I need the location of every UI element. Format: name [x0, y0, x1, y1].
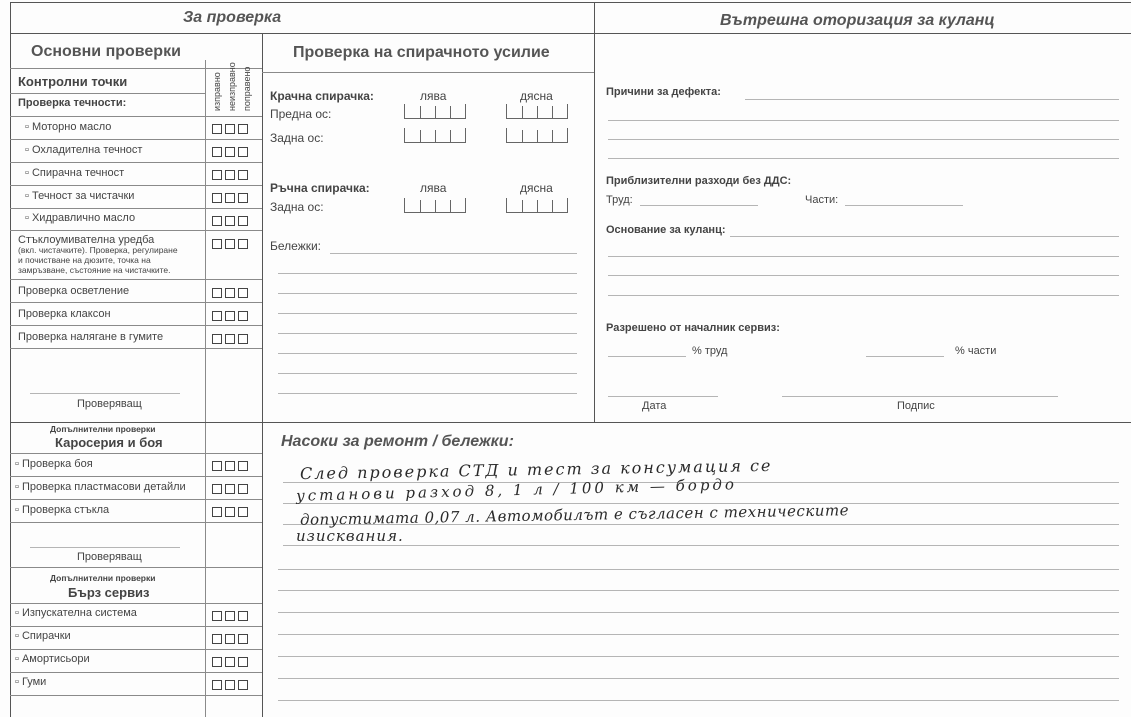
check-item: ▫ Проверка стъкла — [15, 504, 110, 516]
control-points-label: Контролни точки — [18, 74, 128, 89]
notes-line[interactable] — [278, 393, 577, 394]
check-item: ▫ Течност за чистачки — [25, 190, 135, 202]
check-item: Проверка осветление — [18, 285, 130, 297]
basis-label: Основание за куланц: — [606, 224, 726, 236]
repair-line[interactable] — [278, 590, 1119, 591]
labor-label: Труд: — [606, 194, 633, 206]
defect-reasons-label: Причини за дефекта: — [606, 86, 721, 98]
wiper-desc-2: и почистване на дюзите, точка на — [18, 255, 151, 265]
repair-line[interactable] — [278, 656, 1119, 657]
col-header-repaired: поправено — [242, 66, 252, 111]
header-bottom-border — [10, 33, 1131, 34]
notes-line[interactable] — [278, 313, 577, 314]
inspector-label: Проверяващ — [77, 551, 142, 563]
left-header-title: За проверка — [183, 9, 282, 26]
check-item: Проверка налягане в гумите — [18, 331, 164, 343]
repair-notes-title: Насоки за ремонт / бележки: — [281, 433, 514, 450]
fluids-header: Проверка течности: — [18, 97, 127, 109]
checkbox-group[interactable] — [212, 147, 248, 157]
repair-line[interactable] — [278, 678, 1119, 679]
front-left-digits[interactable] — [404, 104, 466, 119]
row-line — [10, 603, 262, 604]
row-line — [10, 208, 262, 209]
row-line — [10, 302, 262, 303]
checkbox-group[interactable] — [212, 484, 248, 494]
pct-labor-label: % труд — [692, 345, 728, 357]
right-header-title: Вътрешна оторизация за куланц — [720, 12, 995, 29]
labor-cost-line[interactable] — [640, 205, 758, 206]
row-line — [10, 695, 262, 696]
checkbox-group[interactable] — [212, 680, 248, 690]
left-column-divider — [262, 33, 263, 717]
checkbox-group[interactable] — [212, 193, 248, 203]
quick-service-subtitle: Допълнителни проверки — [50, 573, 156, 583]
row-line — [10, 279, 262, 280]
notes-line[interactable] — [330, 253, 577, 254]
repair-line[interactable] — [278, 569, 1119, 570]
row-line — [10, 672, 262, 673]
row-line — [10, 162, 262, 163]
pct-parts-line[interactable] — [866, 356, 944, 357]
row-line — [10, 348, 262, 349]
hand-right-digits[interactable] — [506, 198, 568, 213]
notes-line[interactable] — [278, 333, 577, 334]
rear-right-digits[interactable] — [506, 128, 568, 143]
signature-label: Подпис — [897, 400, 935, 412]
defect-line[interactable] — [608, 120, 1119, 121]
notes-line[interactable] — [278, 373, 577, 374]
basis-line[interactable] — [608, 275, 1119, 276]
checkbox-column-divider — [205, 60, 206, 717]
brake-title-bottom — [262, 72, 594, 73]
notes-line[interactable] — [278, 273, 577, 274]
row-line — [10, 185, 262, 186]
check-item: ▫ Охладителна течност — [25, 144, 143, 156]
handwritten-line-1: След проверка СТД и тест за консумация се — [299, 455, 773, 484]
check-item: Проверка клаксон — [18, 308, 111, 320]
defect-line[interactable] — [745, 99, 1119, 100]
row-line — [10, 567, 262, 568]
left-border — [10, 2, 11, 717]
hand-left-label: лява — [420, 181, 447, 195]
row-line — [10, 649, 262, 650]
date-line[interactable] — [608, 396, 718, 397]
hand-right-label: дясна — [520, 181, 553, 195]
wiper-desc-1: (вкл. чистачките). Проверка, регулиране — [18, 245, 178, 255]
hand-left-digits[interactable] — [404, 198, 466, 213]
basic-checks-title: Основни проверки — [31, 43, 181, 60]
row-line — [10, 325, 262, 326]
col-header-ok: изправно — [212, 72, 222, 111]
basis-line[interactable] — [608, 295, 1119, 296]
checkbox-group[interactable] — [212, 334, 248, 344]
check-item: ▫ Хидравлично масло — [25, 212, 136, 224]
hand-brake-label: Ръчна спирачка: — [270, 181, 370, 195]
front-right-digits[interactable] — [506, 104, 568, 119]
body-paint-subtitle: Допълнителни проверки — [50, 424, 156, 434]
wiper-title: Стъклоумивателна уредба — [18, 234, 155, 246]
foot-right-label: дясна — [520, 89, 553, 103]
check-item: ▫ Проверка боя — [15, 458, 93, 470]
pct-parts-label: % части — [955, 345, 997, 357]
inspector-label: Проверяващ — [77, 398, 142, 410]
check-item: ▫ Моторно масло — [25, 121, 112, 133]
checkbox-group[interactable] — [212, 657, 248, 667]
checkbox-group[interactable] — [212, 124, 248, 134]
signature-line — [30, 547, 180, 548]
repair-line[interactable] — [278, 612, 1119, 613]
check-item: ▫ Спирачна течност — [25, 167, 125, 179]
pct-labor-line[interactable] — [608, 356, 686, 357]
row-line — [10, 230, 262, 231]
check-item: ▫ Проверка пластмасови детайли — [15, 481, 186, 493]
foot-brake-label: Крачна спирачка: — [270, 89, 374, 103]
foot-left-label: лява — [420, 89, 447, 103]
rear-axle-label: Задна ос: — [270, 131, 324, 145]
row-line — [10, 139, 262, 140]
check-item: ▫ Амортисьори — [15, 653, 90, 665]
rear-left-digits[interactable] — [404, 128, 466, 143]
notes-line[interactable] — [278, 293, 577, 294]
notes-label: Бележки: — [270, 239, 322, 253]
checkbox-group[interactable] — [212, 239, 248, 249]
checkbox-group[interactable] — [212, 216, 248, 226]
repair-line[interactable] — [278, 634, 1119, 635]
parts-cost-line[interactable] — [845, 205, 963, 206]
row-line — [10, 476, 262, 477]
control-points-bottom — [10, 93, 205, 94]
handwritten-line-3: допустимата 0,07 л. Автомобилът е съгласен с техническите — [299, 501, 850, 529]
checkbox-group[interactable] — [212, 461, 248, 471]
basic-title-bottom — [10, 68, 262, 69]
check-item: ▫ Гуми — [15, 676, 47, 688]
quick-service-title: Бърз сервиз — [68, 585, 150, 600]
check-item: ▫ Спирачки — [15, 630, 71, 642]
hand-rear-axle-label: Задна ос: — [270, 200, 324, 214]
check-item: ▫ Изпускателна система — [15, 607, 137, 619]
row-line — [10, 116, 262, 117]
row-line — [10, 499, 262, 500]
wiper-desc-3: замръзване, състояние на чистачките. — [18, 265, 171, 275]
repair-line[interactable] — [283, 545, 1119, 546]
notes-line[interactable] — [278, 353, 577, 354]
signature-line[interactable] — [782, 396, 1058, 397]
row-line — [10, 453, 262, 454]
defect-line[interactable] — [608, 158, 1119, 159]
checkbox-group[interactable] — [212, 507, 248, 517]
repair-line[interactable] — [278, 700, 1119, 701]
center-divider — [594, 2, 595, 422]
parts-label: Части: — [805, 194, 839, 206]
checkbox-group[interactable] — [212, 170, 248, 180]
row-line — [10, 522, 262, 523]
basis-line[interactable] — [608, 256, 1119, 257]
handwritten-line-2: установи разход 8, 1 л / 100 км — бордо — [295, 475, 738, 505]
body-paint-title: Каросерия и боя — [55, 435, 163, 450]
top-border — [10, 2, 1131, 3]
brake-check-title: Проверка на спирачното усилие — [293, 44, 550, 61]
checkbox-group[interactable] — [212, 311, 248, 321]
basis-line[interactable] — [730, 236, 1119, 237]
approved-by-label: Разрешено от началник сервиз: — [606, 322, 780, 334]
section-divider — [10, 422, 1131, 423]
col-header-faulty: неизправно — [227, 62, 237, 111]
front-axle-label: Предна ос: — [270, 107, 332, 121]
checkbox-group[interactable] — [212, 288, 248, 298]
checkbox-group[interactable] — [212, 634, 248, 644]
defect-line[interactable] — [608, 139, 1119, 140]
checkbox-group[interactable] — [212, 611, 248, 621]
handwritten-line-4: изисквания. — [296, 527, 404, 545]
approx-costs-label: Приблизителни разходи без ДДС: — [606, 175, 792, 187]
date-label: Дата — [642, 400, 667, 412]
row-line — [10, 626, 262, 627]
signature-line — [30, 393, 180, 394]
